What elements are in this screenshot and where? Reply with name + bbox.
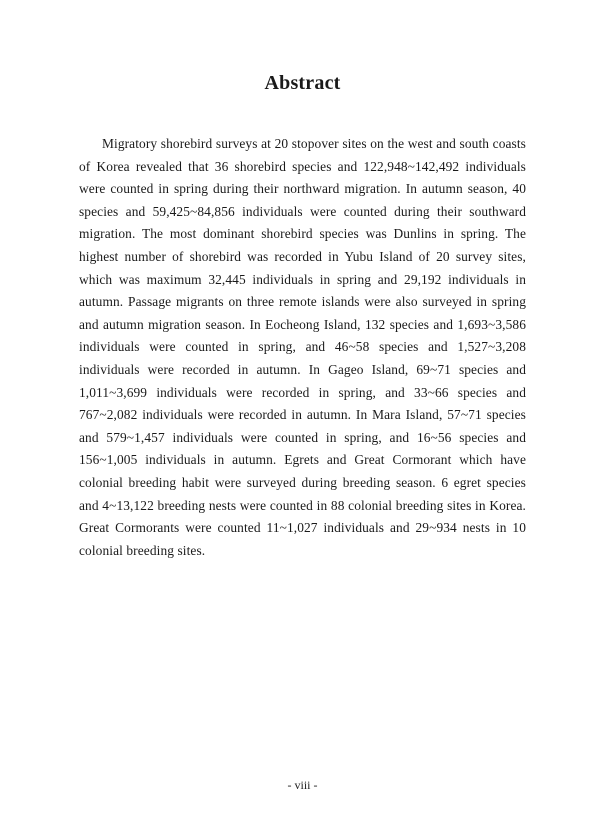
page-number: - viii - [287,778,318,792]
abstract-paragraph: Migratory shorebird surveys at 20 stopover sites on the west and south coasts of Korea revealed that 36 shorebird species and 122,948~142,492 individuals were counted in spring during their northward migration. In autumn season, 40 species and 59,425~84,856 individuals were counted during their southward migration. The most dominant shorebird species was Dunlins in spring. The highest number of shorebird was recorded in Yubu Island of 20 survey sites, which was maximum 32,445 individuals in spring and 29,192 individuals in autumn. Passage migrants on three remote islands were also surveyed in spring and autumn migration season. In Eocheong Island, 132 species and 1,693~3,586 individuals were counted in spring, and 46~58 species and 1,527~3,208 individuals were recorded in autumn. In Gageo Island, 69~71 species and 1,011~3,699 individuals were recorded in spring, and 33~66 species and 767~2,082 individuals were recorded in autumn. In Mara Island, 57~71 species and 579~1,457 individuals were counted in spring, and 16~56 species and 156~1,005 individuals in autumn. Egrets and Great Cormorant which have colonial breeding habit were surveyed during breeding season. 6 egret species and 4~13,122 breeding nests were counted in 88 colonial breeding sites in Korea. Great Cormorants were counted 11~1,027 individuals and 29~934 nests in 10 colonial breeding sites. [79,136,526,558]
page-title: Abstract [264,72,341,94]
